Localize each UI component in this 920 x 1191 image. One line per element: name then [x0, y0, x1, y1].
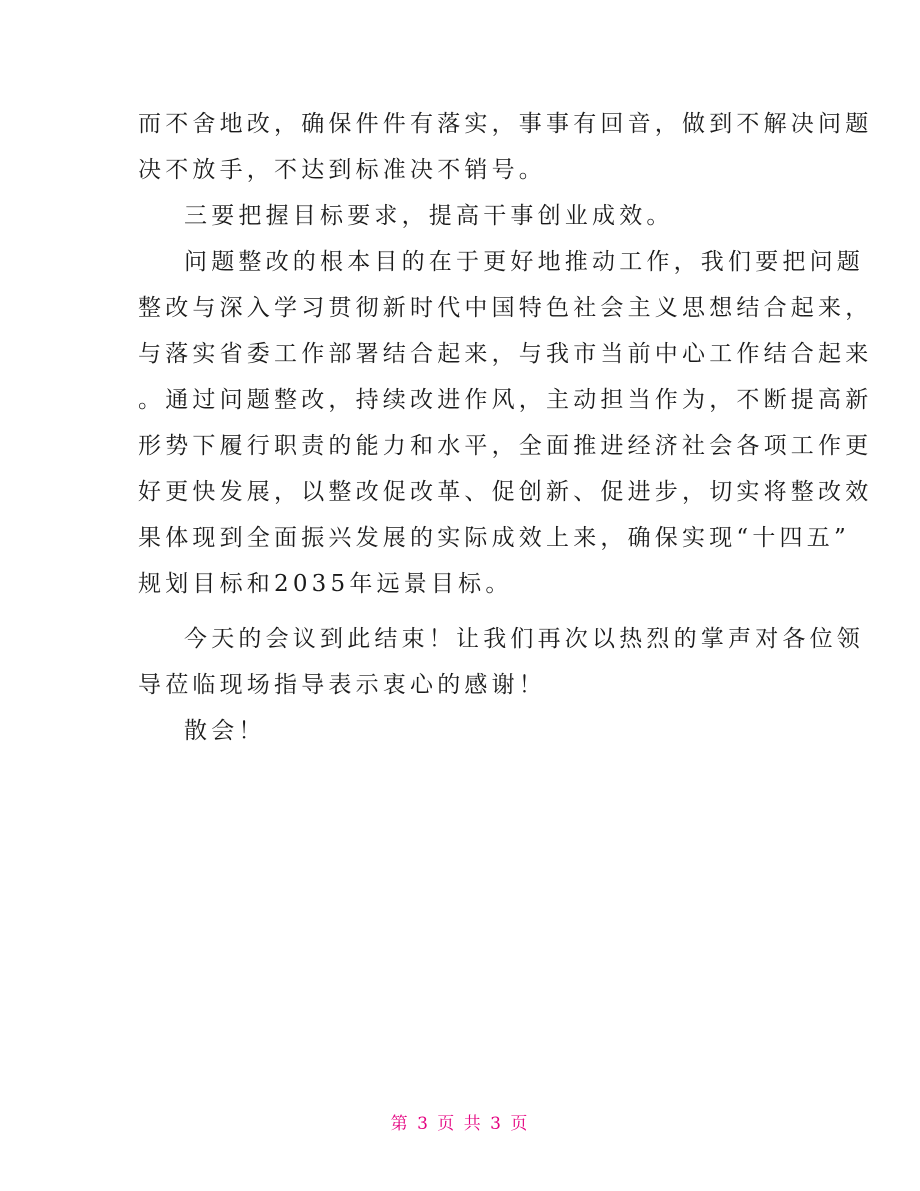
body-text-line: 。通过问题整改，持续改进作风，主动担当作为，不断提高新	[138, 387, 873, 413]
body-text-line: 与落实省委工作部署结合起来，与我市当前中心工作结合起来	[138, 341, 873, 367]
closing-line: 散会！	[184, 718, 266, 744]
body-text-line: 导莅临现场指导表示衷心的感谢！	[138, 672, 546, 698]
body-text-line: 果体现到全面振兴发展的实际成效上来，确保实现“十四五”	[138, 525, 850, 551]
paragraph-first-line: 问题整改的根本目的在于更好地推动工作，我们要把问题	[184, 249, 864, 275]
paragraph-first-line: 今天的会议到此结束！让我们再次以热烈的掌声对各位领	[184, 626, 864, 652]
section-heading: 三要把握目标要求，提高干事创业成效。	[184, 203, 674, 229]
body-text-line: 而不舍地改，确保件件有落实，事事有回音，做到不解决问题	[138, 111, 873, 137]
body-text-line: 整改与深入学习贯彻新时代中国特色社会主义思想结合起来，	[138, 295, 873, 321]
body-text-line: 形势下履行职责的能力和水平，全面推进经济社会各项工作更	[138, 433, 873, 459]
body-text-line: 好更快发展，以整改促改革、促创新、促进步，切实将整改效	[138, 479, 873, 505]
page-number-footer: 第 3 页 共 3 页	[390, 1114, 530, 1134]
body-text-line: 决不放手，不达到标准决不销号。	[138, 157, 546, 183]
body-text-line: 规划目标和2035年远景目标。	[138, 571, 513, 597]
